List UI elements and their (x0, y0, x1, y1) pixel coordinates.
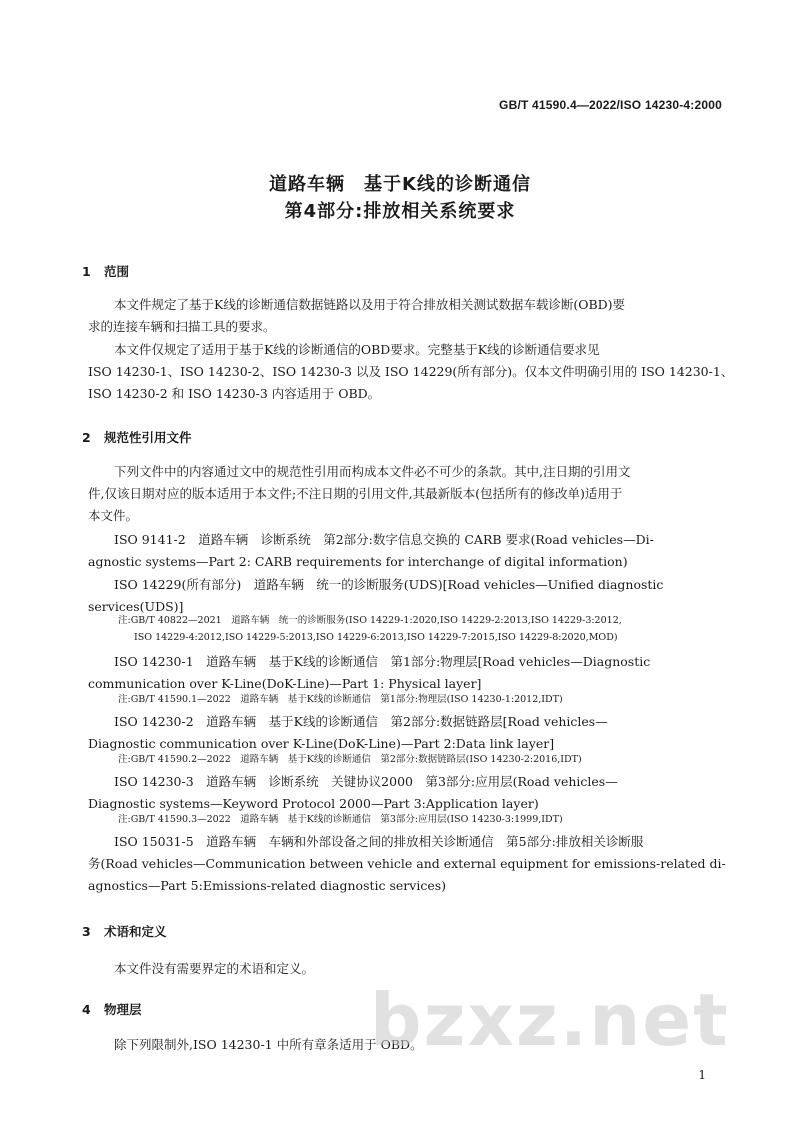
text-line: 本文件没有需要界定的术语和定义。 (114, 961, 315, 976)
section-2-heading (82, 428, 192, 446)
reference-iso-14230-2 (88, 711, 718, 755)
text-line: ISO 15031-5 道路车辆 车辆和外部设备之间的排放相关诊断通信 第5部分:排放相关诊断服 (114, 834, 644, 849)
section-1-heading (82, 262, 129, 280)
section-3-paragraph (88, 958, 718, 980)
standard-number: GB/T 41590.4—2022/ISO 14230-4:2000 (499, 98, 722, 112)
section-number: 4 (82, 1002, 91, 1017)
text-line: ISO 14229(所有部分) 道路车辆 统一的诊断服务(UDS)[Road vehicles—Unified diagnostic (114, 577, 664, 592)
section-1-paragraph-1 (88, 294, 718, 338)
section-title: 范围 (104, 264, 130, 279)
note-iso-14229 (118, 612, 718, 646)
text-line: Diagnostic systems—Keyword Protocol 2000—Part 3:Application layer) (88, 796, 539, 811)
text-line: ISO 9141-2 道路车辆 诊断系统 第2部分:数字信息交换的 CARB 要求(Road vehicles—Di- (114, 532, 654, 547)
section-title: 术语和定义 (104, 924, 167, 939)
section-number: 1 (82, 264, 91, 279)
text-line: ISO 14230-2 道路车辆 基于K线的诊断通信 第2部分:数据链路层[Road vehicles— (114, 714, 608, 729)
note-line: 注:GB/T 41590.1—2022 道路车辆 基于K线的诊断通信 第1部分:物理层(ISO 14230-1:2012,IDT) (118, 694, 563, 705)
section-1-paragraph-2 (88, 339, 734, 405)
note-iso-14230-2 (118, 751, 718, 768)
section-number: 3 (82, 924, 91, 939)
section-4-heading (82, 1000, 142, 1018)
text-line: Diagnostic communication over K-Line(DoK-Line)—Part 2:Data link layer] (88, 736, 555, 751)
section-title: 规范性引用文件 (104, 430, 192, 445)
watermark-text: bzxz.net (370, 978, 730, 1062)
text-line: 求的连接车辆和扫描工具的要求。 (88, 319, 276, 334)
text-line: 件,仅该日期对应的版本适用于本文件;不注日期的引用文件,其最新版本(包括所有的修改单)适用于 (88, 486, 623, 501)
section-number: 2 (82, 430, 91, 445)
section-3-heading (82, 922, 167, 940)
text-line: 务(Road vehicles—Communication between vehicle and external equipment for emissions-related di- (88, 856, 726, 871)
note-line: ISO 14229-4:2012,ISO 14229-5:2013,ISO 14229-6:2013,ISO 14229-7:2015,ISO 14229-8:2020,MOD) (134, 632, 618, 643)
text-line: services(UDS)] (88, 599, 184, 614)
text-line: ISO 14230-3 道路车辆 诊断系统 关键协议2000 第3部分:应用层(Road vehicles— (114, 774, 618, 789)
text-line: 本文件。 (88, 508, 139, 523)
text-line: 本文件规定了基于K线的诊断通信数据链路以及用于符合排放相关测试数据车载诊断(OBD)要 (114, 297, 626, 312)
note-iso-14230-1 (118, 691, 718, 708)
document-title-line2: 第4部分:排放相关系统要求 (284, 201, 516, 222)
text-line: ISO 14230-2 和 ISO 14230-3 内容适用于 OBD。 (88, 386, 381, 401)
page-number: 1 (698, 1068, 706, 1082)
text-line: ISO 14230-1、ISO 14230-2、ISO 14230-3 以及 ISO 14229(所有部分)。仅本文件明确引用的 ISO 14230-1、 (88, 364, 734, 379)
reference-iso-9141-2 (88, 529, 718, 573)
document-title-line1: 道路车辆 基于K线的诊断通信 (269, 174, 531, 195)
reference-iso-14230-3 (88, 771, 718, 815)
section-title: 物理层 (104, 1002, 142, 1017)
text-line: agnostic systems—Part 2: CARB requirements for interchange of digital information) (88, 554, 628, 569)
text-line: ISO 14230-1 道路车辆 基于K线的诊断通信 第1部分:物理层[Road vehicles—Diagnostic (114, 654, 651, 669)
note-line: 注:GB/T 41590.2—2022 道路车辆 基于K线的诊断通信 第2部分:数据链路层(ISO 14230-2:2016,IDT) (118, 754, 582, 765)
note-line: 注:GB/T 40822—2021 道路车辆 统一的诊断服务(ISO 14229-1:2020,ISO 14229-2:2013,ISO 14229-3:2012, (118, 615, 622, 626)
reference-iso-14230-1 (88, 651, 718, 695)
note-iso-14230-3 (118, 811, 718, 828)
note-line: 注:GB/T 41590.3—2022 道路车辆 基于K线的诊断通信 第3部分:应用层(ISO 14230-3:1999,IDT) (118, 814, 563, 825)
text-line: 除下列限制外,ISO 14230-1 中所有章条适用于 OBD。 (114, 1037, 423, 1052)
reference-iso-15031-5 (88, 831, 726, 897)
section-2-intro (88, 461, 718, 527)
text-line: 下列文件中的内容通过文中的规范性引用而构成本文件必不可少的条款。其中,注日期的引用文 (114, 464, 631, 479)
text-line: agnostics—Part 5:Emissions-related diagnostic services) (88, 878, 447, 893)
text-line: 本文件仅规定了适用于基于K线的诊断通信的OBD要求。完整基于K线的诊断通信要求见 (114, 342, 600, 357)
text-line: communication over K-Line(DoK-Line)—Part 1: Physical layer] (88, 676, 482, 691)
